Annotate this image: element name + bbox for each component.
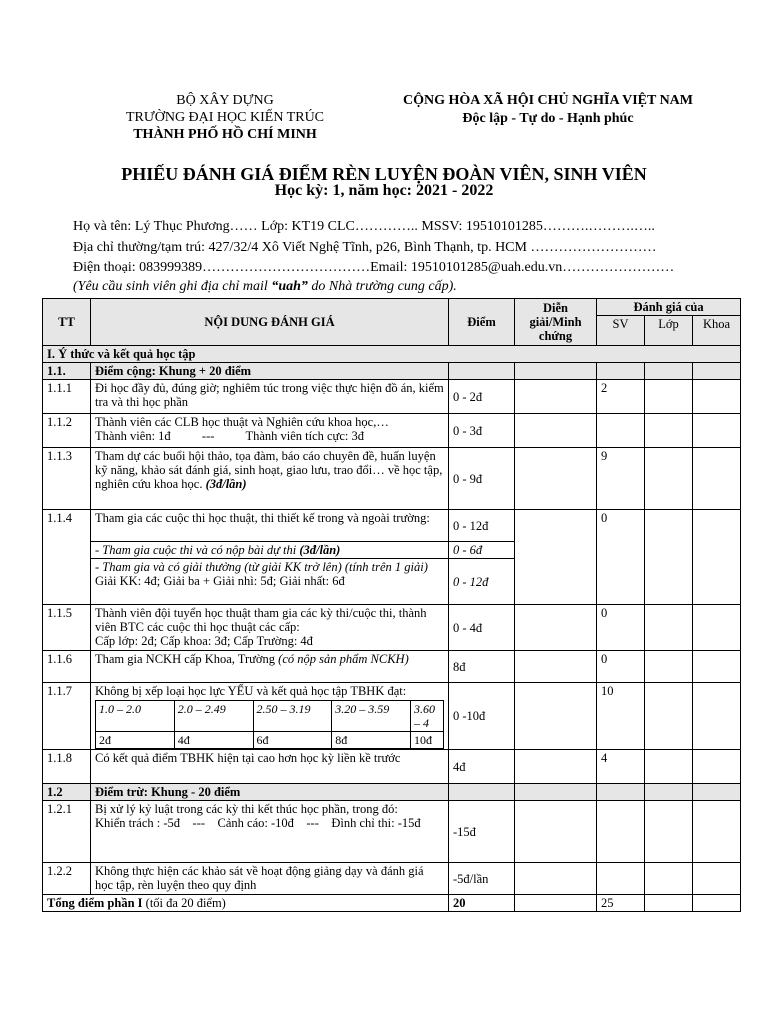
row-text-bold: (3đ/lần) (205, 477, 247, 491)
row-tt: 1.1.2 (43, 414, 91, 448)
row-tt: 1.1.1 (43, 380, 91, 414)
header-content: NỘI DUNG ĐÁNH GIÁ (91, 299, 449, 346)
row-text-2: Thành viên: 1đ --- Thành viên tích cực: 3đ (95, 429, 364, 443)
gpa-points: 10đ (411, 732, 444, 749)
row-sv: 0 (597, 651, 645, 683)
republic-name: CỘNG HÒA XÃ HỘI CHỦ NGHĨA VIỆT NAM (402, 93, 693, 108)
row-sv: 0 (597, 510, 645, 605)
total-label-note: (tối đa 20 điểm) (142, 896, 226, 910)
republic-header (378, 92, 718, 128)
city-name: THÀNH PHỐ HỒ CHÍ MINH (133, 127, 317, 142)
total-row (43, 895, 741, 912)
row-sv: 10 (597, 683, 645, 750)
header-lop: Lớp (645, 316, 693, 346)
table-row (43, 651, 741, 683)
row-score: 4đ (449, 750, 515, 784)
row-sub-text: - Tham gia cuộc thi và có nộp bài dự thi (95, 543, 300, 557)
section-1-title: I. Ý thức và kết quả học tập (43, 346, 741, 363)
row-text: Bị xử lý kỷ luật trong các kỳ thi kết thúc học phần, trong đó: (95, 802, 398, 816)
gpa-points: 2đ (96, 732, 175, 749)
row-text-italic: (có nộp sản phẩm NCKH) (278, 652, 409, 666)
note-tail: do Nhà trường cung cấp). (307, 279, 457, 294)
row-sv: 4 (597, 750, 645, 784)
row-text: Tham gia NCKH cấp Khoa, Trường (95, 652, 279, 666)
row-text: Thành viên đội tuyển học thuật tham gia các kỳ thi/cuộc thi, thành viên BTC các cuộc thi học thuật các cấp: (95, 606, 427, 634)
total-sv: 25 (597, 895, 645, 912)
header-sv: SV (597, 316, 645, 346)
row-tt: 1.1.4 (43, 510, 91, 605)
student-name-line: Họ và tên: Lý Thục Phương…… Lớp: KT19 CLC………….. MSSV: 19510101285……….……….….. (73, 219, 655, 234)
gpa-range: 3.60 – 4 (411, 701, 444, 732)
row-sub-bold: (3đ/lần) (299, 543, 341, 557)
header-evidence: Diễn giải/Minh chứng (515, 299, 597, 346)
row-sub-line: Giải KK: 4đ; Giải ba + Giải nhì: 5đ; Giải nhất: 6đ (95, 574, 345, 588)
row-sub-content (91, 542, 449, 559)
row-content (91, 651, 449, 683)
row-tt: 1.2.1 (43, 801, 91, 863)
subsection-title: Điểm trừ: Khung - 20 điểm (91, 784, 449, 801)
row-tt: 1.2.2 (43, 863, 91, 895)
page-subtitle: Học kỳ: 1, năm học: 2021 - 2022 (274, 182, 494, 199)
row-sub-content (91, 559, 449, 605)
header-khoa: Khoa (693, 316, 741, 346)
gpa-points: 6đ (253, 732, 332, 749)
total-label (43, 895, 449, 912)
table-row (43, 683, 741, 750)
table-row (43, 448, 741, 510)
table-row (43, 801, 741, 863)
row-content: Có kết quả điểm TBHK hiện tại cao hơn học kỳ liền kề trước (91, 750, 449, 784)
gpa-range: 2.0 – 2.49 (174, 701, 253, 732)
email-note (73, 279, 457, 295)
gpa-range: 1.0 – 2.0 (96, 701, 175, 732)
row-text-2: Cấp lớp: 2đ; Cấp khoa: 3đ; Cấp Trường: 4đ (95, 634, 313, 648)
row-score: 0 - 3đ (449, 414, 515, 448)
row-sub-score: 0 - 6đ (449, 542, 515, 559)
gpa-scale-table (95, 700, 444, 749)
row-sv: 2 (597, 380, 645, 414)
total-score: 20 (449, 895, 515, 912)
row-text: Thành viên các CLB học thuật và Nghiên cứu khoa học,… (95, 415, 389, 429)
ministry-header (110, 92, 340, 143)
row-tt: 1.1.6 (43, 651, 91, 683)
row-sub-text: - Tham gia và có giải thưởng (từ giải KK trở lên) (tính trên 1 giải) (95, 560, 428, 574)
row-text: Tham dự các buổi hội thảo, tọa đàm, báo cáo chuyên đề, huấn luyện kỹ năng, khảo sát đánh giá, sinh hoạt, giao lưu, trao đổi… về học tập, nghiên cứu khoa học. (95, 449, 443, 491)
note-text: (Yêu cầu sinh viên ghi địa chỉ mail (73, 279, 272, 294)
row-content: Không thực hiện các khảo sát về hoạt động giảng dạy và đánh giá học tập, rèn luyện theo quy định (91, 863, 449, 895)
evaluation-table (42, 298, 741, 912)
row-content (91, 801, 449, 863)
table-row (43, 414, 741, 448)
note-bold: “uah” (271, 279, 308, 294)
student-contact-line: Điện thoại: 083999389………………………………Email: 19510101285@uah.edu.vn…………………… (73, 260, 675, 275)
row-tt: 1.1.7 (43, 683, 91, 750)
student-address-line: Địa chỉ thường/tạm trú: 427/32/4 Xô Viết Nghệ Tĩnh, p26, Bình Thạnh, tp. HCM ……………………… (73, 240, 657, 255)
header-score: Điểm (449, 299, 515, 346)
row-tt: 1.2 (43, 784, 91, 801)
gpa-range: 3.20 – 3.59 (332, 701, 411, 732)
row-content (91, 448, 449, 510)
row-content (91, 605, 449, 651)
row-sv: 0 (597, 605, 645, 651)
university-name: TRƯỜNG ĐẠI HỌC KIẾN TRÚC (125, 110, 325, 125)
row-score: 0 - 2đ (449, 380, 515, 414)
row-content: Đi học đầy đủ, đúng giờ; nghiêm túc trong việc thực hiện đồ án, kiểm tra và thi học phần (91, 380, 449, 414)
gpa-points: 8đ (332, 732, 411, 749)
row-score: 0 - 12đ (449, 510, 515, 542)
row-score: 0 - 4đ (449, 605, 515, 651)
total-label-bold: Tổng điểm phần I (47, 896, 143, 910)
row-tt: 1.1.8 (43, 750, 91, 784)
table-row (43, 605, 741, 651)
row-text-2: Khiển trách : -5đ --- Cảnh cáo: -10đ --- Đình chỉ thi: -15đ (95, 816, 421, 830)
row-score: 0 - 9đ (449, 448, 515, 510)
gpa-points: 4đ (174, 732, 253, 749)
subsection-title: Điểm cộng: Khung + 20 điểm (91, 363, 449, 380)
ministry-name: BỘ XÂY DỰNG (176, 93, 274, 108)
row-score: 0 -10đ (449, 683, 515, 750)
header-tt: TT (43, 299, 91, 346)
row-content: Tham gia các cuộc thi học thuật, thi thiết kế trong và ngoài trường: (91, 510, 449, 542)
table-row (43, 510, 741, 542)
row-content (91, 414, 449, 448)
motto: Độc lập - Tự do - Hạnh phúc (462, 111, 634, 126)
table-row (43, 380, 741, 414)
row-score: -5đ/lần (449, 863, 515, 895)
row-tt: 1.1.5 (43, 605, 91, 651)
row-score: 8đ (449, 651, 515, 683)
table-row (43, 750, 741, 784)
table-row (43, 863, 741, 895)
page-title: PHIẾU ĐÁNH GIÁ ĐIỂM RÈN LUYỆN ĐOÀN VIÊN, SINH VIÊN (121, 164, 647, 184)
row-sv: 9 (597, 448, 645, 510)
gpa-range: 2.50 – 3.19 (253, 701, 332, 732)
row-content (91, 683, 449, 750)
row-sv (597, 414, 645, 448)
header-eval: Đánh giá của (597, 299, 741, 316)
row-tt: 1.1.3 (43, 448, 91, 510)
row-tt: 1.1. (43, 363, 91, 380)
row-text: Không bị xếp loại học lực YẾU và kết quả học tập TBHK đạt: (95, 684, 407, 698)
row-sub-score: 0 - 12đ (449, 559, 515, 605)
row-score: -15đ (449, 801, 515, 863)
